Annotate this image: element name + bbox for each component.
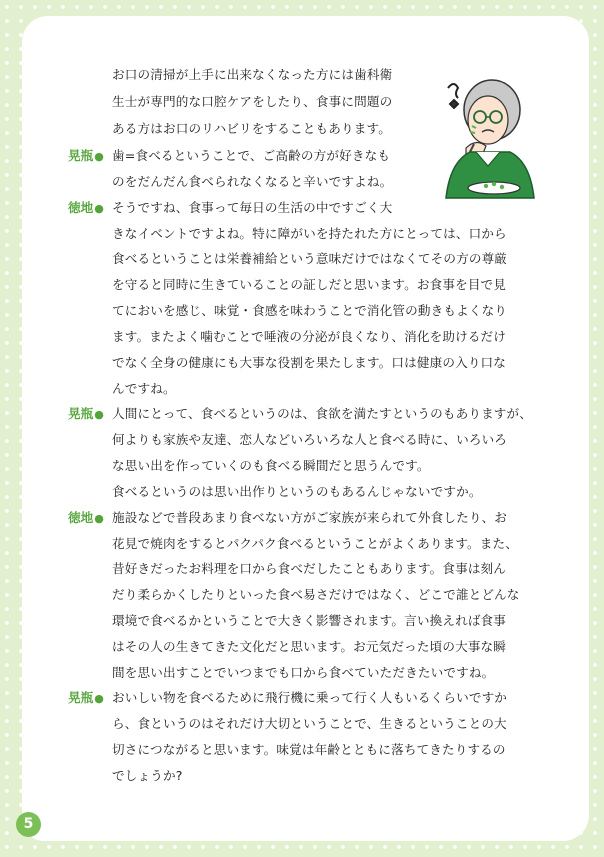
page-number-badge: 5 — [16, 812, 41, 837]
dialogue-line: 花見で焼肉をするとパクパク食べるということがよくあります。また、 — [112, 536, 519, 551]
dialogue-line: 間を思い出すことでいつまでも口から食べていただきたいですね。 — [112, 665, 495, 680]
dialogue-line: 昔好きだったお料理を口から食べだしたこともあります。食事は刻ん — [112, 561, 507, 576]
speaker-label: 晃瓶● — [68, 690, 104, 705]
dialogue-line: きなイベントですよね。特に障がいを持たれた方にとっては、口から — [112, 226, 507, 241]
dialogue-line: でなく全身の健康にも大事な役割を果たします。口は健康の入り口な — [112, 355, 507, 370]
dialogue-line: ます。またよく噛むことで唾液の分泌が良くなり、消化を助けるだけ — [112, 329, 507, 344]
dialogue-line: はその人の生きてきた文化だと思います。お元気だった頃の大事な瞬 — [112, 639, 507, 654]
speaker-label: 徳地● — [68, 510, 104, 525]
worry-icon — [448, 84, 458, 108]
speaker-dot-icon: ● — [94, 512, 104, 525]
dialogue-line: 施設などで普段あまり食べない方がご家族が来られて外食したり、お — [112, 510, 508, 525]
dialogue-line: んですね。 — [112, 381, 176, 396]
intro-line: お口の清掃が上手に出来なくなった方には歯科衛 — [112, 67, 393, 82]
dialogue-line: 歯=食べるということで、ご高齢の方が好きなも — [112, 148, 391, 163]
dialogue-line: のをだんだん食べられなくなると辛いですよね。 — [112, 174, 393, 189]
dialogue-line: 食べるというのは思い出作りというのもあるんじゃないですか。 — [112, 484, 482, 499]
speaker-label: 徳地● — [68, 200, 104, 215]
dialogue-line: てにおいを感じ、味覚・食感を味わうことで消化管の動きもよくなり — [112, 303, 508, 318]
dialogue-line: な思い出を作っていくのも食べる瞬間だと思うんです。 — [112, 458, 430, 473]
speaker-dot-icon: ● — [94, 202, 104, 215]
speaker-label: 晃瓶● — [68, 406, 104, 421]
dialogue-line: おいしい物を食べるために飛行機に乗って行く人もいるくらいですか — [112, 690, 508, 705]
dialogue-line: でしょうか? — [112, 768, 183, 783]
dialogue-line: だり柔らかくしたりといった食べ易さだけではなく、どこで誰とどんな — [112, 587, 520, 602]
speaker-label: 晃瓶● — [68, 148, 104, 163]
speaker-dot-icon: ● — [94, 150, 104, 163]
intro-line: 生士が専門的な口腔ケアをしたり、食事に問題の — [112, 94, 393, 109]
intro-line: ある方はお口のリハビリをすることもあります。 — [112, 121, 391, 136]
dialogue-line: 環境で食べるかということで大きく影響されます。言い換えれば食事 — [112, 613, 507, 628]
dialogue-line: 人間にとって、食べるというのは、食欲を満たすというのもありますが、 — [112, 406, 533, 421]
dialogue-line: そうですね、食事って毎日の生活の中ですごく大 — [112, 200, 393, 215]
speaker-dot-icon: ● — [94, 692, 104, 705]
dialogue-line: 切さにつながると思います。味覚は年齢とともに落ちてきたりするの — [112, 742, 506, 757]
dialogue-line: 何よりも家族や友達、恋人などいろいろな人と食べる時に、いろいろ — [112, 432, 508, 447]
dialogue-line: ら、食というのはそれだけ大切ということで、生きるということの大 — [112, 716, 507, 731]
dialogue-line: を守ると同時に生きていることの証しだと思います。お食事を目で見 — [112, 277, 507, 292]
dialogue-line: 食べるということは栄養補給という意味だけではなくてその方の尊厳 — [112, 251, 508, 266]
elderly-person-illustration — [436, 70, 536, 200]
speaker-dot-icon: ● — [94, 408, 104, 421]
